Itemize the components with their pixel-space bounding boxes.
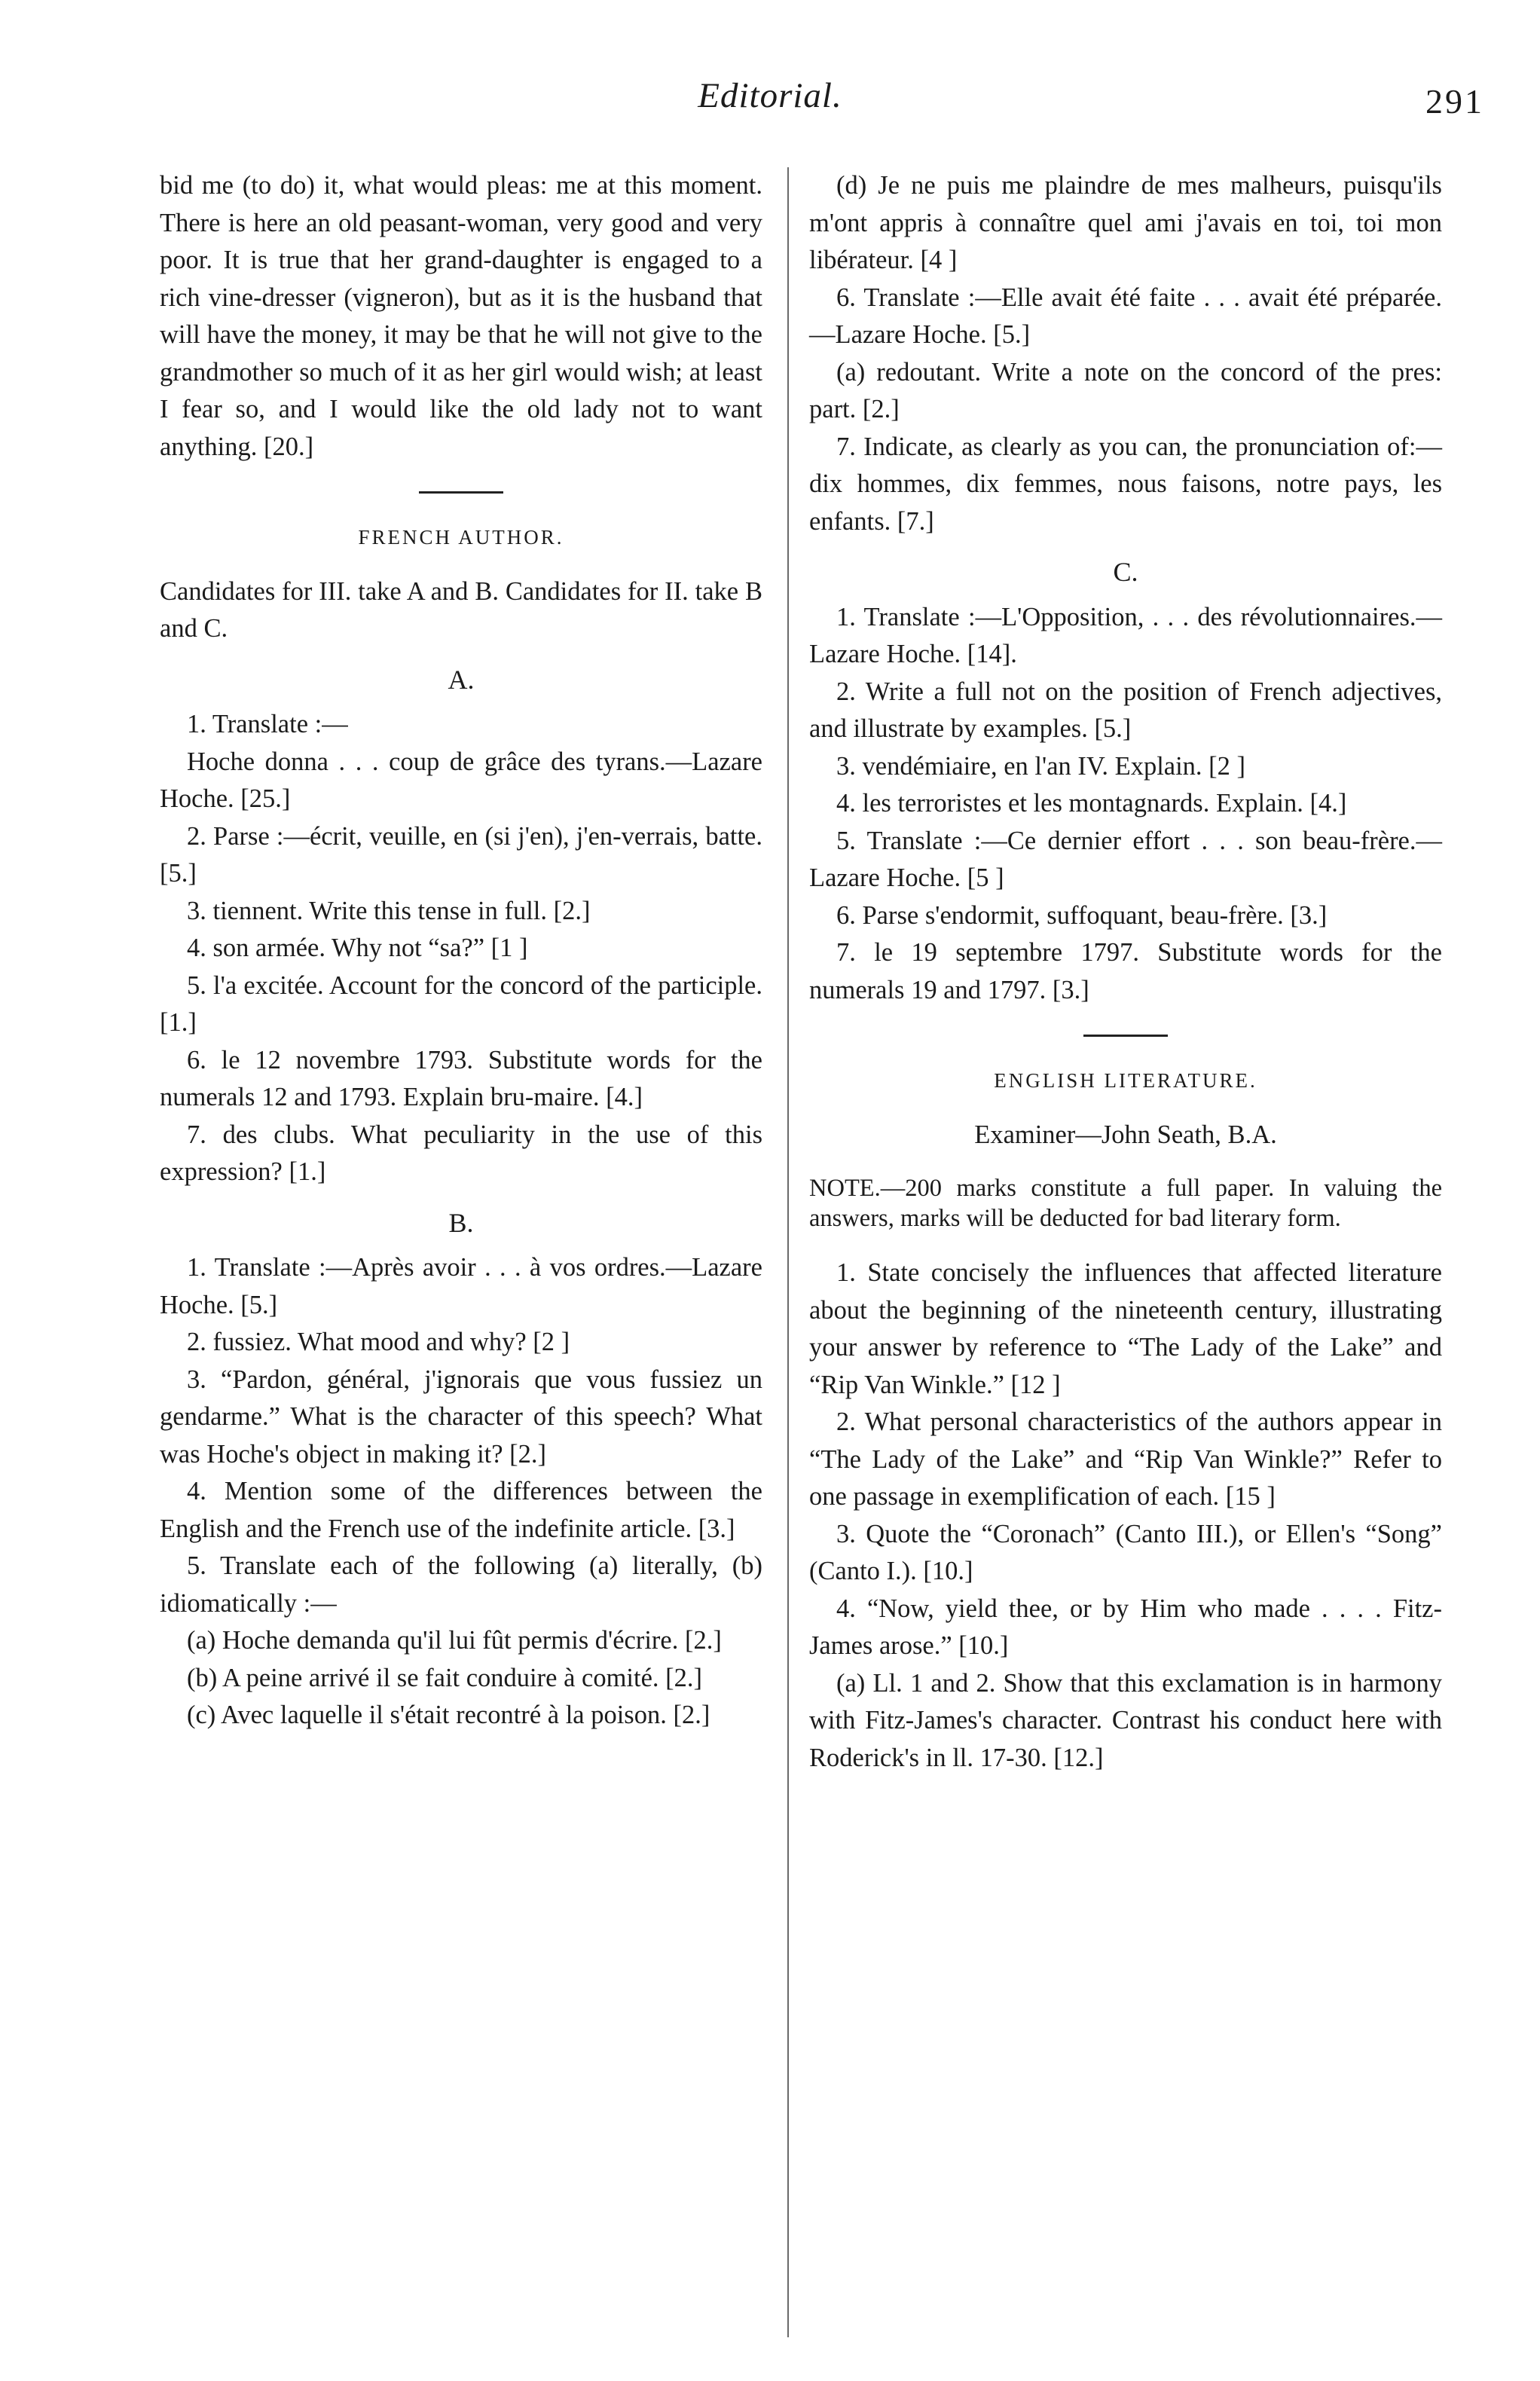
question-item: 4. son armée. Why not “sa?” [1 ] (187, 934, 528, 962)
question-item: 2. Write a full not on the position of French adjectives, and illustrate by examples. [5.] (809, 677, 1442, 743)
question-item: 3. Quote the “Coronach” (Canto III.), or Ellen's “Song” (Canto I.). [10.] (809, 1519, 1442, 1585)
question-item: 5. l'a excitée. Account for the concord of the participle. [1.] (160, 970, 762, 1037)
question-item: 1. Translate :—Après avoir . . . à vos ordres.—Lazare Hoche. [5.] (160, 1253, 762, 1319)
paragraph: bid me (to do) it, what would pleas: me at this moment. There is here an old peasant-woman, very good and very poor. It is true that her grand-daughter is engaged to a rich vine-dresser (vigneron), but as it is the husband that will have the money, it may be that he will not give to the grandmother so much of it as her girl would wish; at least I fear so, and I would like the old lady not to want anything. [20.] (160, 171, 762, 461)
question-item: 1. State concisely the influences that affected literature about the beginning of the nineteenth century, illustrating your answer by reference to “The Lady of the Lake” and “Rip Van Winkle.” [12 ] (809, 1258, 1442, 1399)
column-divider (787, 167, 789, 2337)
question-item: 2. fussiez. What mood and why? [2 ] (187, 1328, 570, 1356)
candidates-note: Candidates for III. take A and B. Candidates for II. take B and C. (160, 576, 762, 643)
question-item: 2. What personal characteristics of the authors appear in “The Lady of the Lake” and “Rip Van Winkle?” Refer to one passage in exemplification of each. [15 ] (809, 1408, 1442, 1511)
question-item: 7. des clubs. What peculiarity in the use of this expression? [1.] (160, 1120, 762, 1186)
question-item: (a) Ll. 1 and 2. Show that this exclamation is in harmony with Fitz-James's character. Contrast his conduct here with Roderick's in ll. 17-30. [12.] (809, 1668, 1442, 1772)
question-item: Hoche donna . . . coup de grâce des tyrans.—Lazare Hoche. [25.] (160, 747, 762, 813)
question-item: 6. Parse s'endormit, suffoquant, beau-frère. [3.] (836, 900, 1328, 930)
question-item: (a) redoutant. Write a note on the concord of the pres: part. [2.] (809, 357, 1442, 423)
question-item: 5. Translate each of the following (a) literally, (b) idiomatically :— (160, 1551, 762, 1618)
question-item: 1. Translate :—L'Opposition, . . . des révolutionnaires.—Lazare Hoche. [14]. (809, 602, 1442, 668)
question-item: 3. vendémiaire, en l'an IV. Explain. [2 ] (836, 751, 1246, 781)
marking-note: NOTE.—200 marks constitute a full paper. In valuing the answers, marks will be deducted for bad literary form. (809, 1175, 1442, 1232)
question-item: (a) Hoche demanda qu'il lui fût permis d'écrire. [2.] (187, 1626, 722, 1655)
question-item: (c) Avec laquelle il s'était recontré à la poison. [2.] (187, 1701, 710, 1729)
page-number: 291 (1425, 82, 1484, 121)
question-item: 6. le 12 novembre 1793. Substitute words for the numerals 12 and 1793. Explain bru-maire. [4.] (160, 1045, 762, 1111)
question-item: 7. Indicate, as clearly as you can, the pronunciation of:—dix hommes, dix femmes, nous faisons, notre pays, les enfants. [7.] (809, 432, 1442, 536)
question-item: (b) A peine arrivé il se fait conduire à comité. [2.] (187, 1663, 702, 1692)
section-rule (419, 491, 503, 494)
question-item: 2. Parse :—écrit, veuille, en (si j'en), j'en-verrais, batte. [5.] (160, 821, 762, 888)
question-item: (d) Je ne puis me plaindre de mes malheurs, puisqu'ils m'ont appris à connaître quel ami j'avais en toi, toi mon libérateur. [4 ] (809, 171, 1442, 274)
question-item: 4. Mention some of the differences between the English and the French use of the indefinite article. [3.] (160, 1477, 762, 1543)
section-title-french-author: FRENCH AUTHOR. (358, 526, 564, 549)
question-item: 3. tiennent. Write this tense in full. [2.] (187, 896, 591, 925)
question-item: 3. “Pardon, général, j'ignorais que vous fussiez un gendarme.” What is the character of this speech? What was Hoche's object in making it? [2.] (160, 1365, 762, 1469)
part-a-heading: A. (448, 664, 475, 695)
right-column (809, 167, 1442, 1777)
question-item: 7. le 19 septembre 1797. Substitute words for the numerals 19 and 1797. [3.] (809, 938, 1442, 1004)
question-item: 4. “Now, yield thee, or by Him who made . . . . Fitz-James arose.” [10.] (809, 1594, 1442, 1660)
question-item: 4. les terroristes et les montagnards. Explain. [4.] (836, 789, 1347, 818)
question-item: 6. Translate :—Elle avait été faite . . . avait été préparée.—Lazare Hoche. [5.] (809, 283, 1442, 349)
part-b-heading: B. (448, 1207, 474, 1238)
question-item: 1. Translate :— (187, 710, 348, 738)
question-item: 5. Translate :—Ce dernier effort . . . son beau-frère.—Lazare Hoche. [5 ] (809, 826, 1442, 892)
part-c-heading: C. (1113, 557, 1138, 587)
examiner-line: Examiner—John Seath, B.A. (974, 1120, 1277, 1149)
left-column (160, 167, 762, 1735)
section-rule (1083, 1035, 1168, 1037)
section-title-english-literature: ENGLISH LITERATURE. (994, 1069, 1257, 1092)
running-title: Editorial. (698, 76, 842, 115)
